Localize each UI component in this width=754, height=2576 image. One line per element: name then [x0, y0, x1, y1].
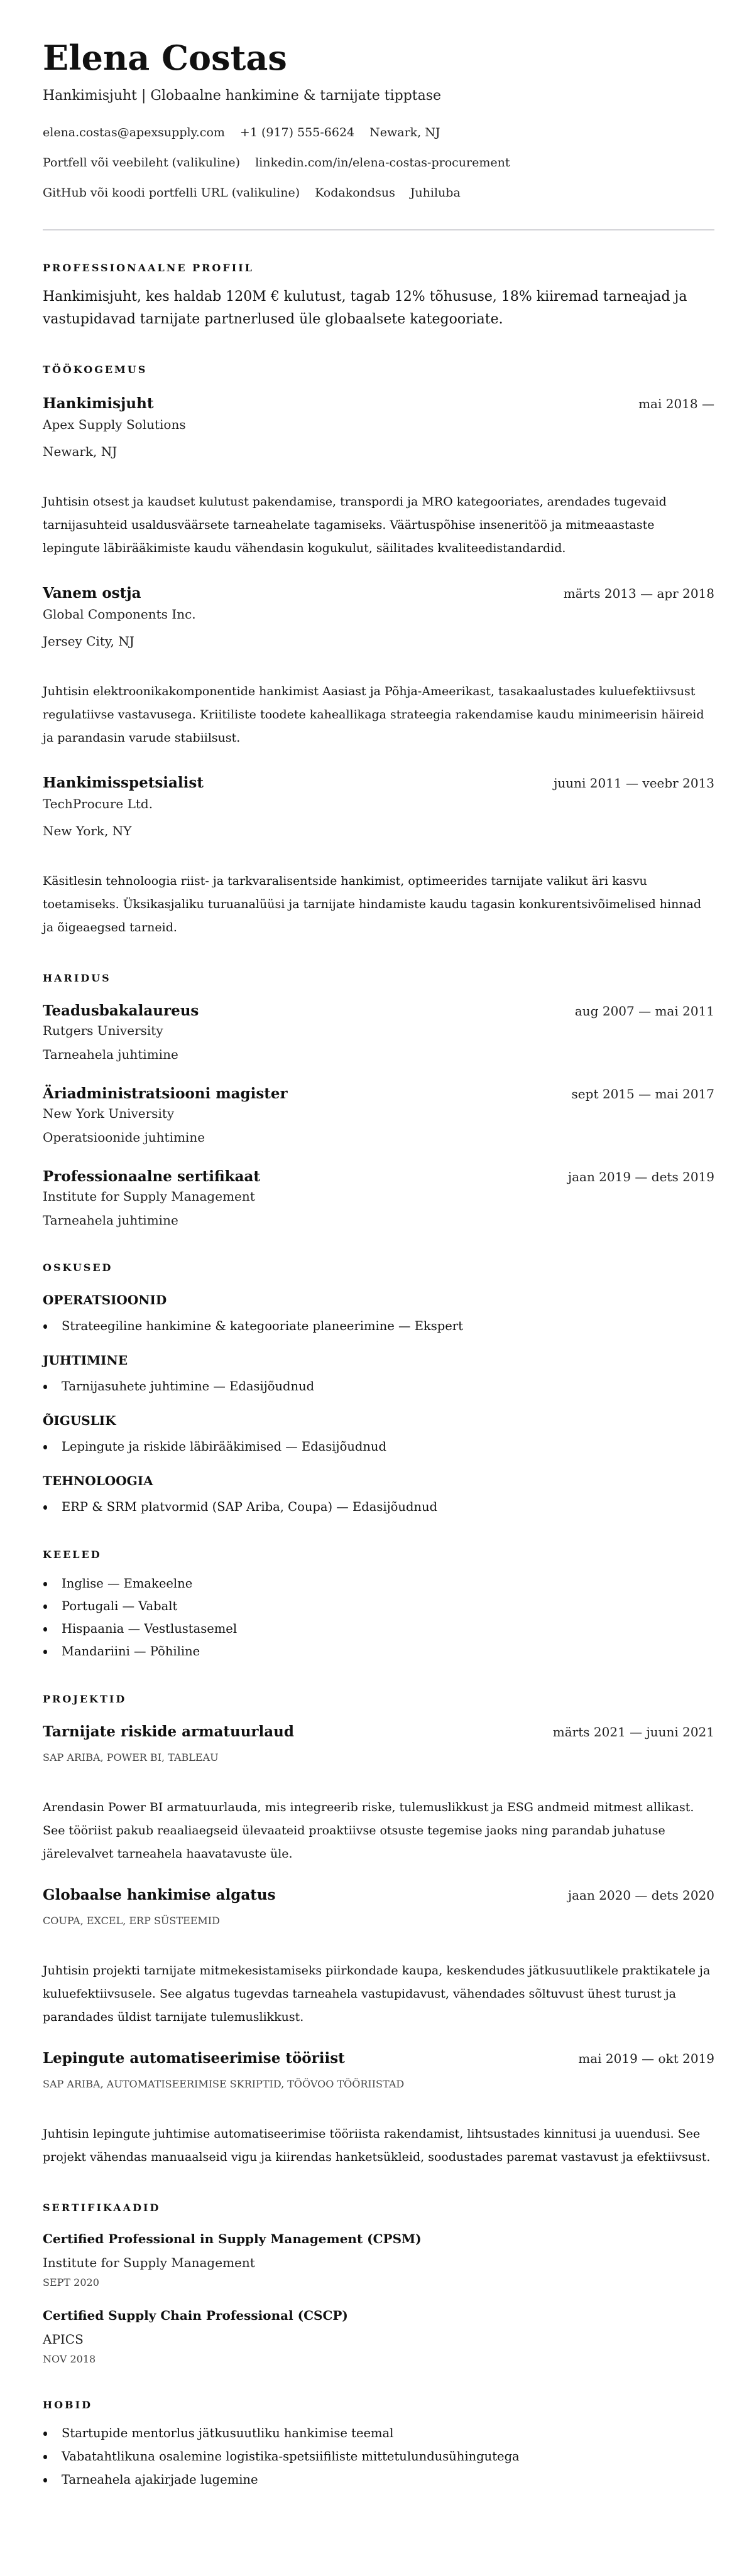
skill-group-heading: TEHNOLOOGIA [43, 1473, 153, 1488]
project-title: Tarnijate riskide armatuurlaud [43, 1723, 294, 1740]
location: Newark, NJ [369, 126, 440, 139]
company-name: Apex Supply Solutions [43, 417, 186, 432]
certification-entry [43, 2231, 714, 2290]
certification-issuer: APICS [43, 2332, 84, 2347]
degree: Äriadministratsiooni magister [43, 1085, 288, 1102]
linkedin-link[interactable]: linkedin.com/in/elena-costas-procurement [255, 156, 510, 170]
headline: Hankimisjuht | Globaalne hankimine & tarnijate tipptase [43, 88, 442, 104]
experience-entry [43, 394, 714, 560]
certification-title: Certified Professional in Supply Management (CPSM) [43, 2231, 422, 2246]
entry-header [43, 2049, 714, 2068]
education-dates: jaan 2019 — dets 2019 [567, 1169, 714, 1184]
education-list [43, 1002, 714, 1229]
job-dates: mai 2018 — [638, 396, 714, 411]
job-title: Vanem ostja [43, 585, 141, 602]
language-item: Portugali — Vabalt [43, 1598, 714, 1615]
education-dates: aug 2007 — mai 2011 [574, 1004, 714, 1019]
section-heading-experience: TÖÖKOGEMUS [43, 364, 148, 376]
project-title: Globaalse hankimise algatus [43, 1886, 276, 1903]
project-tech-stack: SAP ARIBA, AUTOMATISEERIMISE SKRIPTID, TÖÖVOO TÖÖRIISTAD [43, 2078, 405, 2090]
education-entry [43, 1002, 714, 1063]
phone: +1 (917) 555-6624 [239, 126, 355, 139]
entry-header [43, 1002, 714, 1020]
job-location: New York, NY [43, 823, 132, 838]
job-description: Juhtisin otsest ja kaudset kulutust pakendamise, transpordi ja MRO kategooriates, arendades tugevaid tarnijasuhteid usaldusväärsete tarneahelate tagamiseks. Väärtuspõhise inseneritöö ja mitmeaastaste lepingute läbirääkimiste kaudu vähendasin kogukulut, säilitades kvaliteedistandardid. [43, 495, 667, 555]
school-name: Rutgers University [43, 1023, 163, 1038]
project-description: Juhtisin projekti tarnijate mitmekesistamiseks piirkondade kaupa, keskendudes jätkusuutlikele praktikatele ja kuluefektiivsusele. See algatus tugevdas tarneahela vastupidavust, vähendades sõltuvust ühest turust ja parandades üldist tarnijate tulemuslikkust. [43, 1964, 711, 2024]
contact-row [43, 154, 714, 171]
degree: Professionaalne sertifikaat [43, 1168, 261, 1185]
language-item: Mandariini — Põhiline [43, 1643, 714, 1660]
section-heading-projects: PROJEKTID [43, 1693, 127, 1705]
certification-date: NOV 2018 [43, 2353, 96, 2365]
language-item: Inglise — Emakeelne [43, 1575, 714, 1593]
field-of-study: Tarneahela juhtimine [43, 1047, 178, 1062]
project-dates: jaan 2020 — dets 2020 [567, 1888, 714, 1903]
job-dates: juuni 2011 — veebr 2013 [554, 776, 714, 791]
entry-header [43, 1085, 714, 1103]
experience-entry [43, 774, 714, 939]
education-entry [43, 1167, 714, 1229]
project-description: Juhtisin lepingute juhtimise automatiseerimise tööriista rakendamist, lihtsustades kinnitusi ja uuendusi. See projekt vähendas manuaalseid vigu ja kiirendas hanketsükleid, soodustades paremat vastavust ja efektiivsust. [43, 2127, 711, 2164]
skill-item: Strateegiline hankimine & kategooriate planeerimine — Ekspert [43, 1318, 714, 1335]
education-entry [43, 1085, 714, 1146]
citizenship: Kodakondsus [315, 186, 395, 200]
job-location: Newark, NJ [43, 444, 117, 459]
experience-entry [43, 584, 714, 750]
profile-summary: Hankimisjuht, kes haldab 120M € kulutust, tagab 12% tõhususe, 18% kiiremad tarneajad ja vastupidavad tarnijate partnerlused üle globaalsete kategooriate. [43, 289, 687, 327]
github-link[interactable]: GitHub või koodi portfelli URL (valikuline) [43, 186, 300, 200]
degree: Teadusbakalaureus [43, 1002, 199, 1019]
project-title: Lepingute automatiseerimise tööriist [43, 2050, 345, 2067]
skill-group-list [43, 1438, 714, 1456]
section-heading-certifications: SERTIFIKAADID [43, 2202, 161, 2214]
education-dates: sept 2015 — mai 2017 [571, 1086, 714, 1101]
email-link[interactable]: elena.costas@apexsupply.com [43, 126, 225, 139]
language-item: Hispaania — Vestlustasemel [43, 1620, 714, 1638]
hobby-item: Tarneahela ajakirjade lugemine [43, 2471, 714, 2489]
entry-header [43, 584, 714, 603]
skills-list [43, 1292, 714, 1516]
languages-list [43, 1575, 714, 1660]
job-description: Juhtisin elektroonikakomponentide hankimist Aasiast ja Põhja-Ameerikast, tasakaalustades kuluefektiivsust regulatiivse vastavusega. Kriitiliste toodete kaheallikaga strateegia rakendamise kaudu minimeerisin häireid ja parandasin varude stabiilsust. [43, 685, 704, 745]
entry-header [43, 1167, 714, 1186]
hobbies-list [43, 2425, 714, 2489]
section-heading-education: HARIDUS [43, 972, 111, 984]
skill-group-heading: ÕIGUSLIK [43, 1413, 116, 1428]
project-entry [43, 1886, 714, 2029]
certification-title: Certified Supply Chain Professional (CSCP) [43, 2308, 348, 2323]
project-dates: märts 2021 — juuni 2021 [552, 1724, 714, 1740]
section-heading-profile: PROFESSIONAALNE PROFIIL [43, 262, 254, 274]
header-divider [43, 229, 714, 230]
hobby-item: Startupide mentorlus jätkusuutliku hankimise teemal [43, 2425, 714, 2442]
certification-issuer: Institute for Supply Management [43, 2255, 255, 2270]
hobby-item: Vabatahtlikuna osalemine logistika-spetsiifiliste mittetulundusühingutega [43, 2448, 714, 2465]
project-entry [43, 1723, 714, 1866]
contact-row [43, 185, 714, 201]
section-heading-skills: OSKUSED [43, 1262, 113, 1274]
job-location: Jersey City, NJ [43, 634, 134, 649]
company-name: TechProcure Ltd. [43, 796, 153, 811]
job-dates: märts 2013 — apr 2018 [563, 586, 714, 601]
drivers-license: Juhiluba [410, 186, 461, 200]
skill-group-list [43, 1378, 714, 1395]
section-heading-hobbies: HOBID [43, 2399, 92, 2411]
certifications-list [43, 2231, 714, 2366]
skill-group-list [43, 1318, 714, 1335]
skill-group-heading: OPERATSIOONID [43, 1292, 167, 1307]
entry-header [43, 1886, 714, 1905]
entry-header [43, 774, 714, 793]
skill-item: ERP & SRM platvormid (SAP Ariba, Coupa) — Edasijõudnud [43, 1498, 714, 1516]
project-tech-stack: COUPA, EXCEL, ERP SÜSTEEMID [43, 1915, 220, 1927]
experience-list [43, 394, 714, 939]
certification-date: SEPT 2020 [43, 2276, 99, 2288]
skill-group-list [43, 1498, 714, 1516]
section-heading-languages: KEELED [43, 1549, 102, 1561]
contact-row [43, 124, 714, 141]
entry-header [43, 1723, 714, 1741]
skill-item: Tarnijasuhete juhtimine — Edasijõudnud [43, 1378, 714, 1395]
field-of-study: Operatsioonide juhtimine [43, 1130, 205, 1145]
entry-header [43, 394, 714, 413]
project-entry [43, 2049, 714, 2169]
portfolio-link[interactable]: Portfell või veebileht (valikuline) [43, 156, 241, 170]
certification-entry [43, 2307, 714, 2366]
skill-item: Lepingute ja riskide läbirääkimised — Edasijõudnud [43, 1438, 714, 1456]
field-of-study: Tarneahela juhtimine [43, 1213, 178, 1228]
skill-group-heading: JUHTIMINE [43, 1353, 128, 1368]
project-description: Arendasin Power BI armatuurlauda, mis integreerib riske, tulemuslikkust ja ESG andmeid mitmest allikast. See tööriist pakub reaaliaegseid ülevaateid proaktiivse otsuste tegemise jaoks ning parandab juhatuse järelevalvet tarneahela haavatavuste üle. [43, 1800, 694, 1861]
project-dates: mai 2019 — okt 2019 [578, 2051, 714, 2066]
project-tech-stack: SAP ARIBA, POWER BI, TABLEAU [43, 1751, 219, 1763]
job-description: Käsitlesin tehnoloogia riist- ja tarkvaralisentside hankimist, optimeerides tarnijate valikut äri kasvu toetamiseks. Üksikasjaliku turuanalüüsi ja tarnijate hindamiste kaudu tagasin konkurentsivõimelised hinnad ja õigeaegsed tarneid. [43, 874, 702, 934]
projects-list [43, 1723, 714, 2169]
school-name: New York University [43, 1106, 175, 1121]
school-name: Institute for Supply Management [43, 1189, 255, 1204]
company-name: Global Components Inc. [43, 607, 196, 622]
job-title: Hankimisspetsialist [43, 774, 204, 791]
job-title: Hankimisjuht [43, 395, 154, 412]
candidate-name: Elena Costas [43, 38, 287, 78]
